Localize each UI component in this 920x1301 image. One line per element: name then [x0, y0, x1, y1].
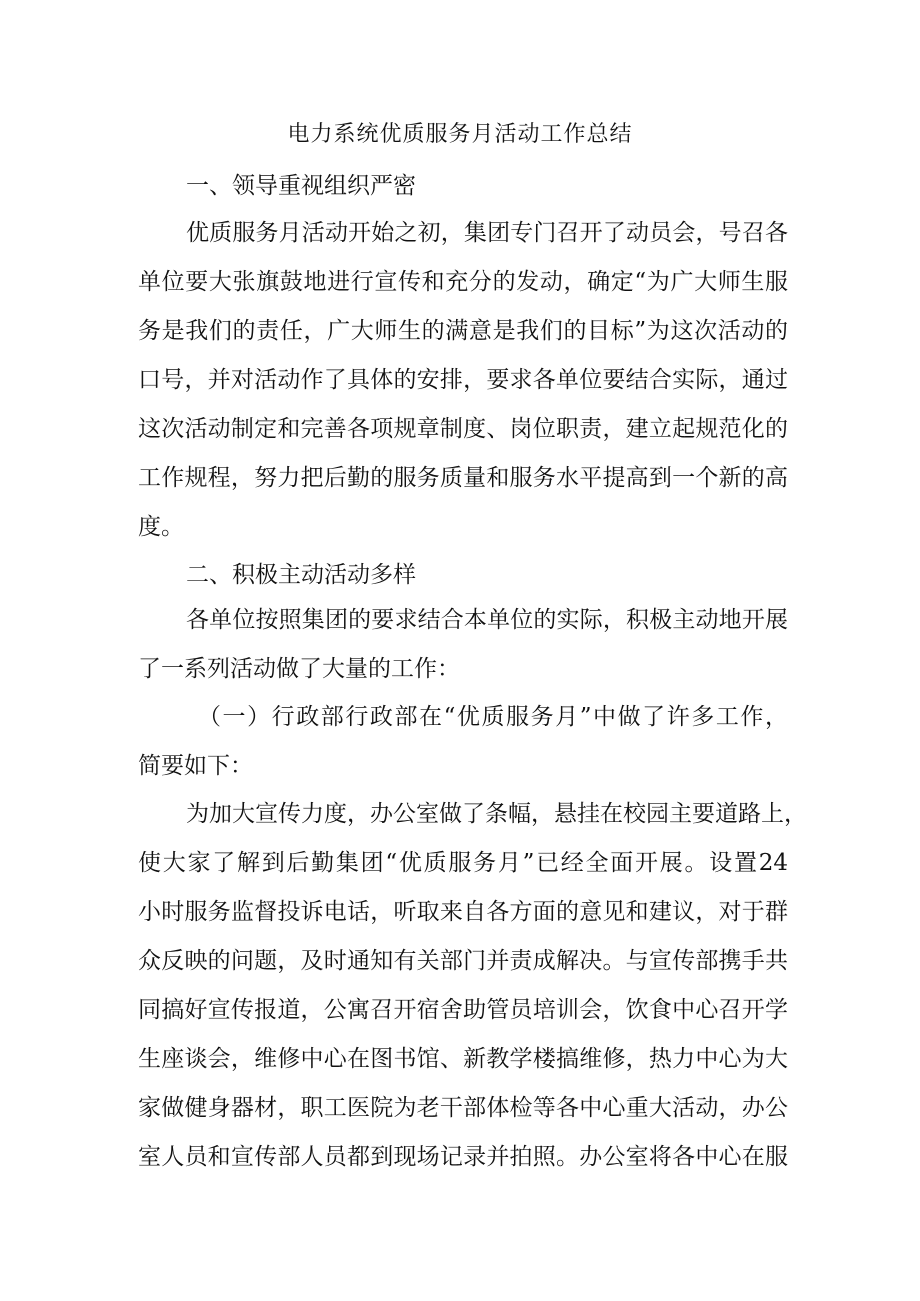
- paragraph-1-line-5: 这次活动制定和完善各项规章制度、岗位职责，建立起规范化的: [138, 416, 788, 442]
- paragraph-4-line-6: 生座谈会，维修中心在图书馆、新教学楼搞维修，热力中心为大: [138, 1046, 788, 1072]
- paragraph-1-line-1: 优质服务月活动开始之初，集团专门召开了动员会，号召各: [186, 220, 788, 246]
- paragraph-1-line-4: 口号，并对活动作了具体的安排，要求各单位要结合实际，通过: [138, 367, 788, 393]
- paragraph-3-line-2: 简要如下：: [138, 753, 253, 779]
- section-heading-2: 二、积极主动活动多样: [186, 562, 416, 588]
- paragraph-4-line-8: 室人员和宣传部人员都到现场记录并拍照。办公室将各中心在服: [138, 1144, 788, 1170]
- paragraph-4-line-4: 众反映的问题，及时通知有关部门并责成解决。与宣传部携手共: [138, 948, 788, 974]
- paragraph-1-line-6: 工作规程，努力把后勤的服务质量和服务水平提高到一个新的高: [138, 465, 788, 491]
- section-heading-1: 一、领导重视组织严密: [186, 173, 416, 199]
- paragraph-4-line-5: 同搞好宣传报道，公寓召开宿舍助管员培训会，饮食中心召开学: [138, 997, 788, 1023]
- paragraph-2-line-2: 了一系列活动做了大量的工作：: [138, 656, 460, 682]
- paragraph-2-line-1: 各单位按照集团的要求结合本单位的实际，积极主动地开展: [186, 607, 788, 633]
- paragraph-4-line-2: 使大家了解到后勤集团“优质服务月”已经全面开展。设置24: [138, 850, 788, 876]
- paragraph-3-line-1: （一）行政部行政部在“优质服务月”中做了许多工作，: [198, 704, 788, 730]
- paragraph-4-line-7: 家做健身器材，职工医院为老干部体检等各中心重大活动，办公: [138, 1095, 788, 1121]
- paragraph-1-line-7: 度。: [138, 514, 184, 540]
- paragraph-1-line-2: 单位要大张旗鼓地进行宣传和充分的发动，确定“为广大师生服: [138, 269, 788, 295]
- paragraph-4-line-3: 小时服务监督投诉电话，听取来自各方面的意见和建议，对于群: [138, 899, 788, 925]
- paragraph-1-line-3: 务是我们的责任，广大师生的满意是我们的目标”为这次活动的: [138, 318, 788, 344]
- document-title: 电力系统优质服务月活动工作总结: [287, 122, 633, 147]
- paragraph-4-line-1: 为加大宣传力度，办公室做了条幅，悬挂在校园主要道路上，: [186, 801, 807, 827]
